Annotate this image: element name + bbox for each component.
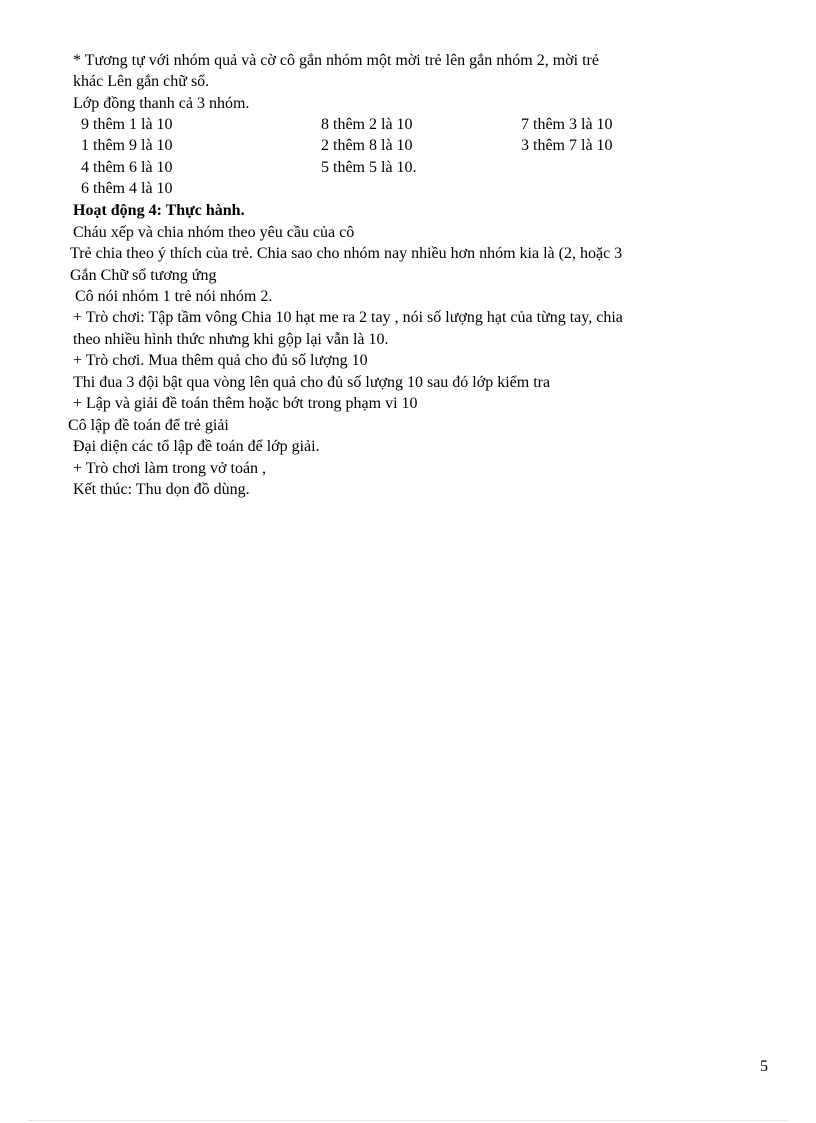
intro-line-2: khác Lên gắn chữ số. xyxy=(73,73,210,90)
page-number: 5 xyxy=(760,1058,768,1075)
body-line: + Trò chơi: Tập tầm vông Chia 10 hạt me ra 2 tay , nói số lượng hạt của từng tay, chia xyxy=(73,309,623,326)
table-cell: 3 thêm 7 là 10 xyxy=(521,137,613,154)
table-cell: 2 thêm 8 là 10 xyxy=(321,137,413,154)
body-line: Gắn Chữ số tương ứng xyxy=(70,267,217,284)
body-line: Đại diện các tổ lập đề toán để lớp giải. xyxy=(73,438,320,455)
table-cell: 5 thêm 5 là 10. xyxy=(321,159,417,176)
body-line: theo nhiều hình thức nhưng khi gộp lại vẫn là 10. xyxy=(73,331,389,348)
table-cell: 8 thêm 2 là 10 xyxy=(321,116,413,133)
body-line: Cô nói nhóm 1 trẻ nói nhóm 2. xyxy=(75,288,273,305)
body-line: Cô lập đề toán để trẻ giải xyxy=(68,417,229,434)
table-cell: 9 thêm 1 là 10 xyxy=(81,116,173,133)
body-line: Thi đua 3 đội bật qua vòng lên quả cho đủ số lượng 10 sau đó lớp kiểm tra xyxy=(73,374,551,391)
body-line: + Trò chơi làm trong vở toán , xyxy=(73,460,267,477)
body-line: Kết thúc: Thu dọn đồ dùng. xyxy=(73,481,250,498)
table-cell: 4 thêm 6 là 10 xyxy=(81,159,173,176)
footer-divider xyxy=(28,1120,788,1121)
table-cell: 7 thêm 3 là 10 xyxy=(521,116,613,133)
table-cell: 6 thêm 4 là 10 xyxy=(81,180,173,197)
body-line: + Lập và giải đề toán thêm hoặc bớt trong phạm vi 10 xyxy=(73,395,418,412)
intro-line-1: * Tương tự với nhóm quả và cờ cô gắn nhóm một mời trẻ lên gắn nhóm 2, mời trẻ xyxy=(73,52,599,69)
body-line: Trẻ chia theo ý thích của trẻ. Chia sao cho nhóm nay nhiều hơn nhóm kia là (2, hoặc 3 xyxy=(70,245,623,262)
body-line: + Trò chơi. Mua thêm quả cho đủ số lượng 10 xyxy=(73,352,368,369)
body-line: Cháu xếp và chia nhóm theo yêu cầu của cô xyxy=(73,224,355,241)
chorus-line: Lớp đồng thanh cả 3 nhóm. xyxy=(73,95,250,112)
activity-heading: Hoạt động 4: Thực hành. xyxy=(73,202,245,219)
table-cell: 1 thêm 9 là 10 xyxy=(81,137,173,154)
